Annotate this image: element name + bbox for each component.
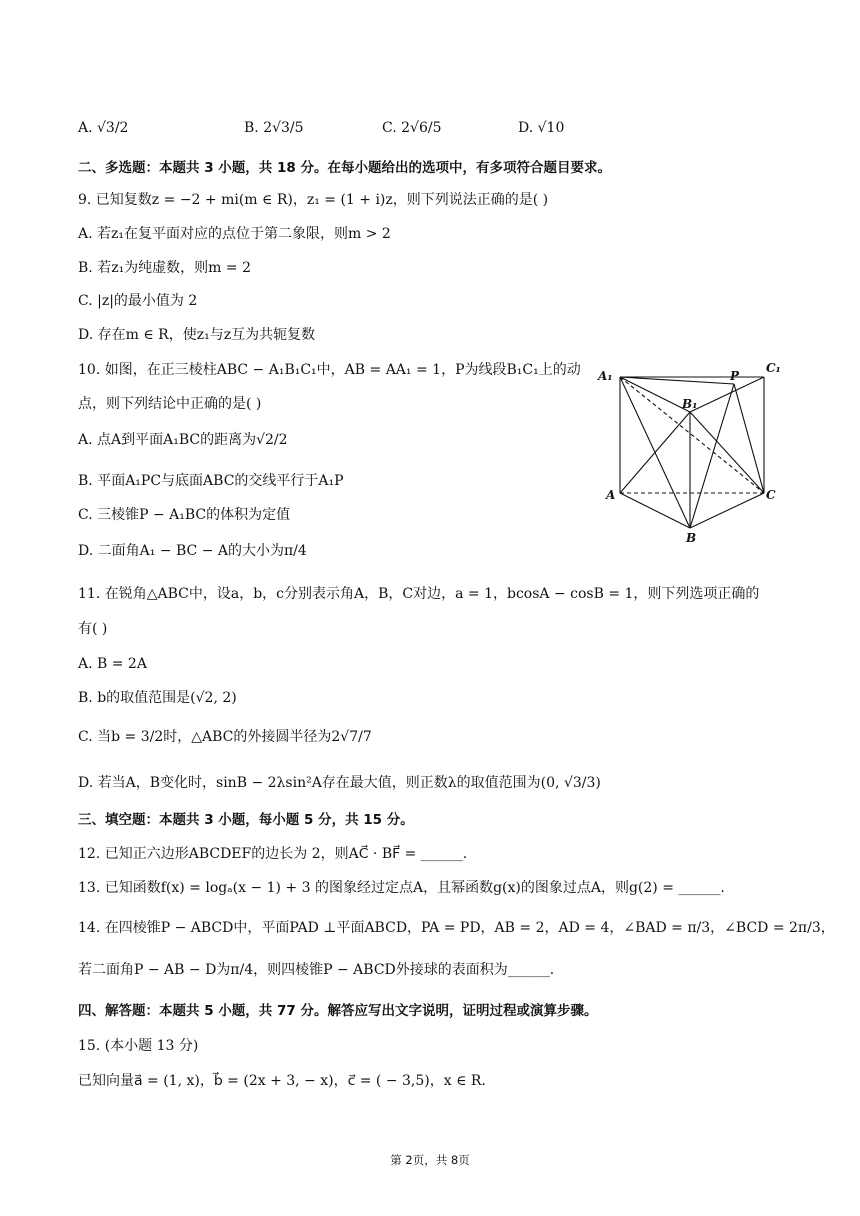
text-line: 15. (本小题 13 分) [78,1038,199,1054]
text-line: C. 当b = 3/2时，△ABC的外接圆半径为2√7/7 [78,729,372,745]
text-line: D. 若当A，B变化时，sinB − 2λsin²A存在最大值，则正数λ的取值范围为(0, √3/3) [78,775,601,791]
text-line: 11. 在锐角△ABC中，设a，b，c分别表示角A，B，C对边，a = 1，bcosA − cosB = 1，则下列选项正确的 [78,586,760,602]
q8-option-c: C. 2√6/5 [382,120,442,136]
text-line: 若二面角P − AB − D为π/4，则四棱锥P − ABCD外接球的表面积为______. [78,962,555,978]
text-line: 点，则下列结论中正确的是( ) [78,396,262,412]
prism-figure [596,356,786,546]
section-heading: 二、多选题：本题共 3 小题，共 18 分。在每小题给出的选项中，有多项符合题目要求。 [78,160,611,176]
text-line: 已知向量a⃗ = (1, x)，b⃗ = (2x + 3, − x)，c⃗ = ( − 3,5)，x ∈ R. [78,1073,486,1089]
text-line: C. 三棱锥P − A₁BC的体积为定值 [78,507,291,523]
text-line: B. 若z₁为纯虚数，则m = 2 [78,260,251,276]
label-c1: C₁ [766,361,781,375]
text-line: 14. 在四棱锥P − ABCD中，平面PAD ⊥平面ABCD，PA = PD，AB = 2，AD = 4，∠BAD = π/3，∠BCD = 2π/3， [78,920,835,936]
text-line: D. 存在m ∈ R，使z₁与z互为共轭复数 [78,327,316,343]
text-line: A. 点A到平面A₁BC的距离为√2/2 [78,432,288,448]
text-line: C. |z|的最小值为 2 [78,293,198,309]
text-line: 9. 已知复数z = −2 + mi(m ∈ R)，z₁ = (1 + i)z，则下列说法正确的是( ) [78,192,549,208]
text-line: B. b的取值范围是(√2, 2) [78,690,237,706]
label-b: B [686,531,697,545]
label-a: A [606,488,616,502]
label-c: C [766,488,776,502]
page-footer: 第 2页，共 8页 [390,1153,470,1167]
q8-option-b: B. 2√3/5 [244,120,304,136]
label-p: P [730,369,740,383]
text-line: A. 若z₁在复平面对应的点位于第二象限，则m > 2 [78,226,391,242]
q8-option-d: D. √10 [518,120,565,136]
text-line: D. 二面角A₁ − BC − A的大小为π/4 [78,543,307,559]
label-b1: B₁ [682,397,698,411]
text-line: 有( ) [78,621,108,637]
text-line: 12. 已知正六边形ABCDEF的边长为 2，则AC⃗ · BF⃗ = ______. [78,846,468,862]
text-line: B. 平面A₁PC与底面ABC的交线平行于A₁P [78,473,344,489]
text-line: A. B = 2A [78,656,147,672]
text-line: 10. 如图，在正三棱柱ABC − A₁B₁C₁中，AB = AA₁ = 1，P为线段B₁C₁上的动 [78,362,581,378]
section-heading: 四、解答题：本题共 5 小题，共 77 分。解答应写出文字说明，证明过程或演算步骤。 [78,1003,598,1019]
q8-option-a: A. √3/2 [78,120,129,136]
text-line: 13. 已知函数f(x) = logₐ(x − 1) + 3 的图象经过定点A，且幂函数g(x)的图象过点A，则g(2) = ______. [78,880,725,896]
label-a1: A₁ [598,369,613,383]
section-heading: 三、填空题：本题共 3 小题，每小题 5 分，共 15 分。 [78,812,414,828]
